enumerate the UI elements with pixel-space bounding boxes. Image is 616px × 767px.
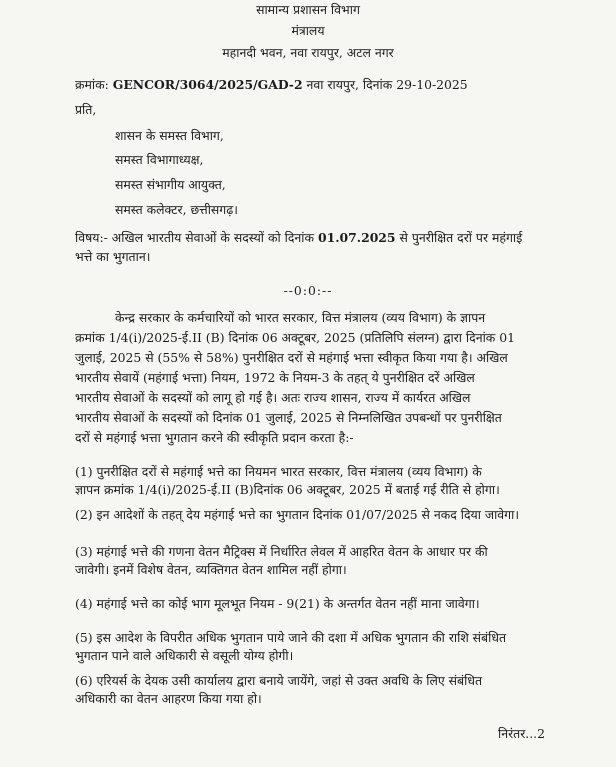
body-line: दरों से महंगाई भत्ता भुगतान करने की स्वीकृति प्रदान करता है:- <box>75 430 354 445</box>
point-5-line-2: भुगतान पाने वाले अधिकारी से वसूली योग्य होगी। <box>75 648 294 663</box>
point-5-line-1: (5) इस आदेश के विपरीत अधिक भुगतान पाये जाने की दशा में अधिक भुगतान की राशि संबंधित <box>75 630 507 645</box>
body-line: क्रमांक 1/4(i)/2025-ई.II (B) दिनांक 06 अक्टूबर, 2025 (प्रतिलिपि संलग्न) द्वारा दिनांक 01 <box>75 330 516 345</box>
body-line: केन्द्र सरकार के कर्मचारियों को भारत सरकार, वित्त मंत्रालय (व्यय विभाग) के ज्ञापन <box>115 310 486 325</box>
subject-text: से पुनरीक्षित दरों पर महंगाई <box>399 230 523 245</box>
point-2-line-1: (2) इन आदेशों के तहत् देय महंगाई भत्ते का भुगतान दिनांक 01/07/2025 से नकद दिया जावेगा। <box>75 507 520 522</box>
subject-label: विषय:- <box>75 230 108 245</box>
point-3-line-1: (3) महंगाई भत्ते की गणना वेतन मैट्रिक्स में निर्धारित लेवल में आहरित वेतन के आधार पर की <box>75 544 488 559</box>
point-4-line-1: (4) महंगाई भत्ते का कोई भाग मूलभूत नियम - 9(21) के अन्तर्गत वेतन नहीं माना जावेगा। <box>75 596 480 611</box>
recipient: समस्त संभागीय आयुक्त, <box>115 177 226 192</box>
recipient: समस्त विभागाध्यक्ष, <box>115 152 204 167</box>
point-6-line-2: अधिकारी का वेतन आहरण किया गया हो। <box>75 691 262 706</box>
ref-number: GENCOR/3064/2025/GAD-2 <box>112 77 303 92</box>
continued-marker: निरंतर...2 <box>498 726 545 741</box>
ref-label: क्रमांक: <box>75 77 109 92</box>
ref-place-date-prefix: नवा रायपुर, दिनांक <box>306 77 393 92</box>
subject-date: 01.07.2025 <box>317 230 396 245</box>
office-heading: मंत्रालय <box>291 23 325 38</box>
body-line: भारतीय सेवाओं के सदस्यों को लागू हो गई है। अतः राज्य शासन, राज्य में कार्यरत अखिल <box>75 390 471 405</box>
address-line: महानदी भवन, नवा रायपुर, अटल नगर <box>222 45 394 60</box>
subject-line-2: भत्ते का भुगतान। <box>75 249 151 264</box>
ref-date: 29-10-2025 <box>396 77 468 92</box>
reference-line <box>75 77 468 93</box>
body-line: भारतीय सेवायें (महंगाई भत्ता) नियम, 1972 के नियम-3 के तहत् ये पुनरीक्षित दरें अखिल <box>75 370 475 385</box>
recipient: समस्त कलेक्टर, छत्तीसगढ़। <box>115 202 238 217</box>
body-line: भारतीय सेवाओं के सदस्यों को दिनांक 01 जुलाई, 2025 से निम्नलिखित उपबन्धों पर पुनरीक्षित <box>75 410 502 425</box>
department-heading: सामान्य प्रशासन विभाग <box>256 2 360 17</box>
subject-line <box>75 230 522 246</box>
separator: --0:0:-- <box>283 283 333 298</box>
point-3-line-2: जावेगी। इनमें विशेष वेतन, व्यक्तिगत वेतन शामिल नहीं होगा। <box>75 562 347 577</box>
point-1-line-1: (1) पुनरीक्षित दरों से महंगाई भत्ते का नियमन भारत सरकार, वित्त मंत्रालय (व्यय विभाग) के <box>75 464 482 479</box>
point-6-line-1: (6) एरियर्स के देयक उसी कार्यालय द्वारा बनाये जायेंगे, जहां से उक्त अवधि के लिए संबंधित <box>75 673 483 688</box>
point-1-line-2: ज्ञापन क्रमांक 1/4(i)/2025-ई.II (B)दिनांक 06 अक्टूबर, 2025 में बताई गई रीति से होगा। <box>75 482 500 497</box>
recipient: शासन के समस्त विभाग, <box>115 128 224 143</box>
to-label: प्रति, <box>75 102 97 117</box>
subject-text: अखिल भारतीय सेवाओं के सदस्यों को दिनांक <box>111 230 314 245</box>
body-line: जुलाई, 2025 से (55% से 58%) पुनरीक्षित दरों से महंगाई भत्ता स्वीकृत किया गया है। अखिल <box>75 350 508 365</box>
